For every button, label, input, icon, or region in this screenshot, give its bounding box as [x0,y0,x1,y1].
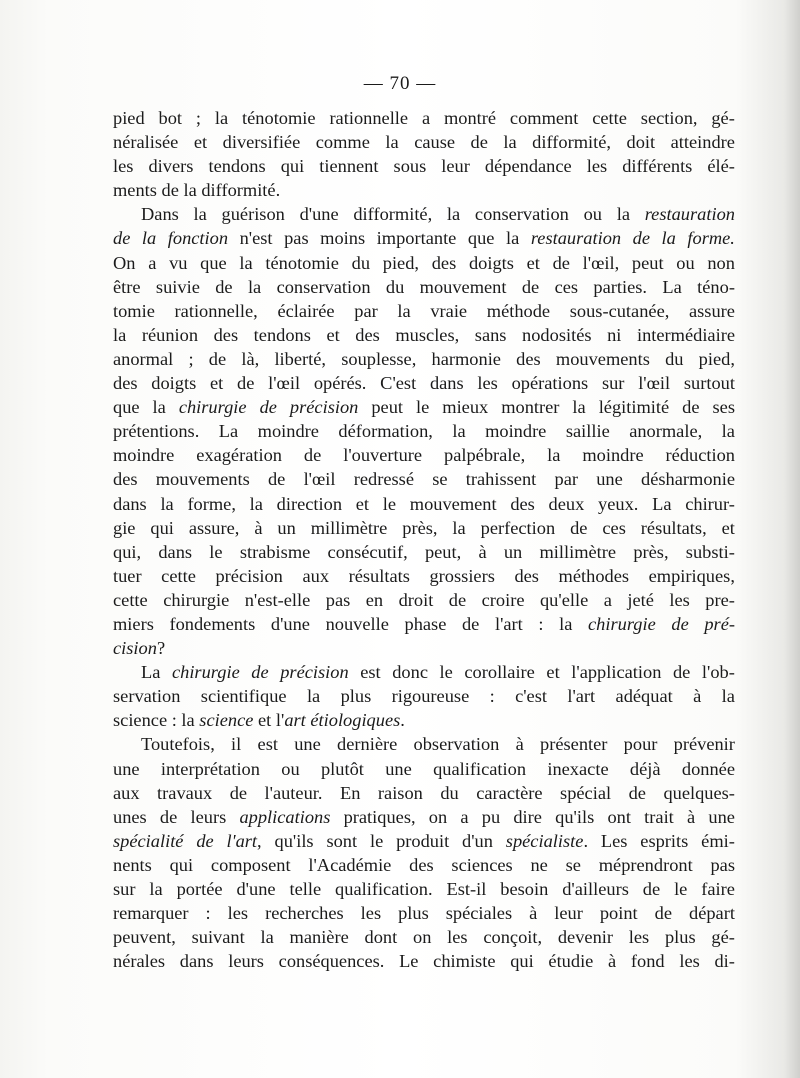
text-line: On a vu que la ténotomie du pied, des doigts et de l'œil, peut ou non [113,252,735,273]
text-line: anormal ; de là, liberté, souplesse, harmonie des mouvements du pied, [113,348,735,369]
paragraph [113,106,735,202]
text-line: remarquer : les recherches les plus spéciales à leur point de départ [113,903,735,924]
text-line: tuer cette précision aux résultats grossiers des méthodes empiriques, [113,565,735,586]
text-line: gie qui assure, à un millimètre près, la perfection de ces résultats, et [113,517,735,538]
text-line [113,708,735,732]
text-line: spécialité de l'art, qu'ils sont le produit d'un spécialiste. Les esprits émi- [113,830,735,851]
line-text: ? [156,638,166,659]
text-line: peuvent, suivant la manière dont on les conçoit, devenir les plus gé- [113,927,735,948]
text-line: sur la portée d'une telle qualification. Est-il besoin d'ailleurs de le faire [113,879,735,899]
italic-text: art étiologiques [284,710,401,731]
text-line [113,636,735,660]
line-text: science : la [113,710,200,731]
italic-text: science [199,710,254,731]
text-line: moindre exagération de l'ouverture palpébrale, la moindre réduction [113,445,735,466]
text-line: de la fonction n'est pas moins importante que la restauration de la forme. [113,228,735,249]
text-line: aux travaux de l'auteur. En raison du caractère spécial de quelques- [113,782,735,803]
page-number: — 70 — [363,73,437,94]
text-line: des doigts et de l'œil opérés. C'est dans les opérations sur l'œil surtout [113,373,735,394]
text-line: Dans la guérison d'une difformité, la conservation ou la restauration [141,204,735,225]
text-line: miers fondements d'une nouvelle phase de l'art : la chirurgie de pré- [113,613,735,634]
text-line [113,178,735,202]
text-line: la réunion des tendons et des muscles, sans nodosités ni intermédiaire [113,324,735,345]
paragraph [113,202,735,660]
text-line: nents qui composent l'Académie des sciences ne se méprendront pas [113,854,735,875]
text-line: tomie rationnelle, éclairée par la vraie méthode sous-cutanée, assure [113,300,735,321]
text-line: pied bot ; la ténotomie rationnelle a montré comment cette section, gé- [113,108,735,128]
text-line: les divers tendons qui tiennent sous leur dépendance les différents élé- [113,156,735,177]
italic-text: cision [113,638,157,659]
text-line: qui, dans le strabisme consécutif, peut, à un millimètre près, substi- [113,541,735,562]
text-line: unes de leurs applications pratiques, on a pu dire qu'ils ont trait à une [113,806,735,827]
text-line: que la chirurgie de précision peut le mieux montrer la légitimité de ses [113,397,735,418]
paragraph [113,732,735,973]
line-text: et l' [253,710,285,731]
text-line: cette chirurgie n'est-elle pas en droit de croire qu'elle a jeté les pre- [113,589,735,610]
line-text: . [400,710,405,731]
text-line: néralisée et diversifiée comme la cause de la difformité, doit atteindre [113,132,735,153]
text-line: servation scientifique la plus rigoureuse : c'est l'art adéquat à la [113,686,735,707]
line-text: ments de la difformité. [113,180,281,201]
text-line: prétentions. La moindre déformation, la moindre saillie anormale, la [113,421,735,442]
text-line: nérales dans leurs conséquences. Le chimiste qui étudie à fond les di- [113,951,735,972]
text-line: Toutefois, il est une dernière observation à présenter pour prévenir [141,734,735,755]
text-line: être suivie de la conservation du mouvement de ces parties. La téno- [113,276,735,297]
text-line: La chirurgie de précision est donc le corollaire et l'application de l'ob- [141,662,735,683]
text-line: une interprétation ou plutôt une qualification inexacte déjà donnée [113,758,735,779]
paragraph [113,660,735,732]
text-line: dans la forme, la direction et le mouvement des deux yeux. La chirur- [113,493,735,514]
text-line: des mouvements de l'œil redressé se trahissent par une désharmonie [113,469,735,490]
body-text [113,106,735,973]
